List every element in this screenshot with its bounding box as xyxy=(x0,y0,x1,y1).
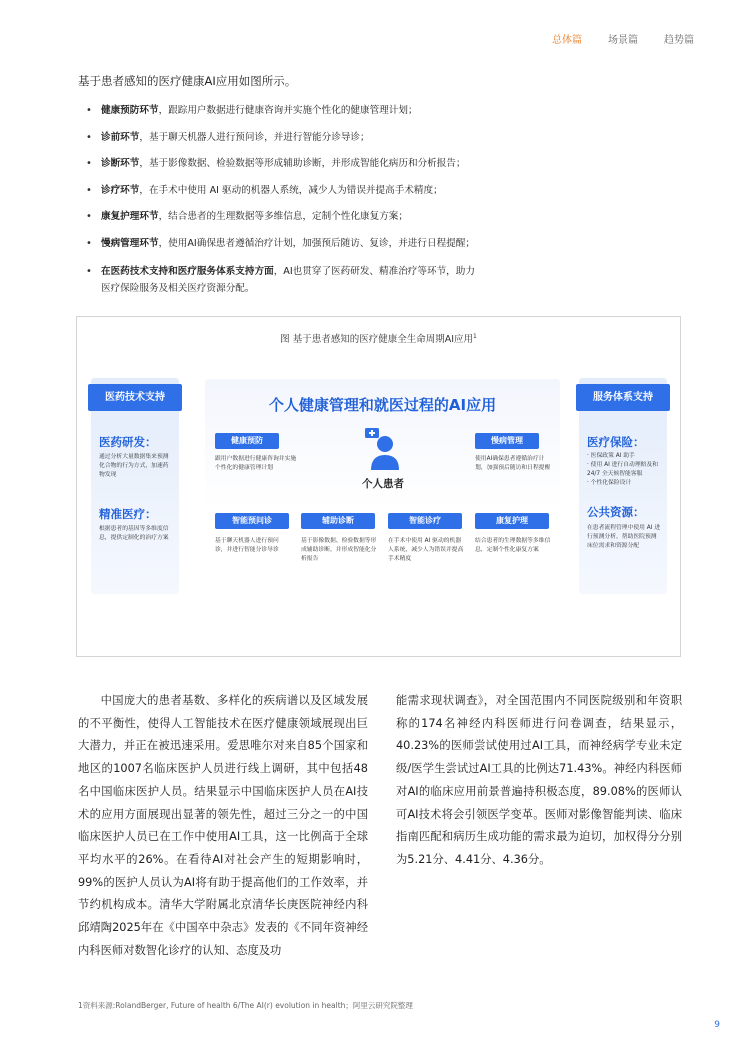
chip-description: 在手术中使用 AI 驱动的机器人系统，减少人为错误并提高手术精度 xyxy=(388,538,464,562)
panel-pharma-support xyxy=(91,378,179,594)
patient-label: 个人患者 xyxy=(362,478,404,490)
chip-rehab-care: 康复护理 xyxy=(475,513,549,529)
body-column-right: 能需求现状调查》，对全国范围内不同医院级别和年资职称的174名神经内科医师进行问卷调查，结果显示，40.23%的医师尝试使用过AI工具，而神经病学专业未定级/医学生尝试过AI工具的比例达71.43%。神经内科医师对AI的临床应用前景普遍持积极态度，89.08%的医师认可AI技术将会引领医学变革。医师对影像智能判读、临床指南匹配和病历生成功能的需求最为迫切，加权得分分别为5.21分、4.41分、4.36分。 xyxy=(396,694,682,866)
tab-scenarios[interactable]: 场景篇 xyxy=(608,35,638,46)
list-item: • 康复护理环节，结合患者的生理数据等多维信息，定制个性化康复方案； xyxy=(86,210,686,223)
section-text: 通过分析大量数据集来预测化合物的行为方式，加速药物发现 xyxy=(99,454,169,478)
patient-node xyxy=(345,428,421,498)
patient-icon xyxy=(363,428,403,472)
intro-paragraph: 基于患者感知的医疗健康AI应用如图所示。 xyxy=(78,74,297,88)
section-title: 精准医疗： xyxy=(99,507,157,521)
bullet-list xyxy=(86,104,686,297)
chip-description: 跟用户数据进行健康咨询并实施个性化的健康管理计划 xyxy=(215,456,297,471)
figure-box xyxy=(76,316,681,657)
list-item: • 诊断环节，基于影像数据、检验数据等形成辅助诊断，并形成智能化病历和分析报告； xyxy=(86,157,686,170)
panel-header: 医药技术支持 xyxy=(88,384,182,411)
chip-description: 基于影像数据、检验数据等形成辅助诊断，并形成智能化分析报告 xyxy=(301,538,377,562)
body-column-left: 中国庞大的患者基数、多样化的疾病谱以及区域发展的不平衡性，使得人工智能技术在医疗健康领域展现出巨大潜力，并正在被迅速采用。爱思唯尔对来自85个国家和地区的1007名临床医护人员进行线上调研，其中包括48名中国临床医护人员。结果显示中国临床医护人员在AI技术的应用方面展现出显著的领先性，超过三分之一的中国临床医护人员已在工作中使用AI工具，这一比例高于全球平均水平的26%。在看待AI对社会产生的短期影响时，99%的医护人员认为AI将有助于提高他们的工作效率，并节约机构成本。清华大学附属北京清华长庚医院神经内科邱靖陶2025年在《中国卒中杂志》发表的《不同年资神经内科医师对数智化诊疗的认知、态度及功 xyxy=(78,694,368,957)
chip-description: 结合患者的生理数据等多维信息，定制个性化康复方案 xyxy=(475,538,551,553)
tab-overview[interactable]: 总体篇 xyxy=(552,35,582,46)
list-item: • 在医药技术支持和医疗服务体系支持方面，AI也贯穿了医药研发、精准治疗等环节，助力 医疗保险服务及相关医疗资源分配。 xyxy=(86,263,686,297)
list-item: • 诊疗环节，在手术中使用 AI 驱动的机器人系统，减少人为错误并提高手术精度； xyxy=(86,184,686,197)
figure-caption: 图 基于患者感知的医疗健康全生命周期AI应用$^1$ xyxy=(280,332,477,345)
chip-smart-treatment: 智能诊疗 xyxy=(388,513,462,529)
diagram-title: 个人健康管理和就医过程的AI应用 xyxy=(268,396,497,414)
section-title: 公共资源： xyxy=(587,505,645,519)
list-item: • 诊前环节，基于聊天机器人进行预问诊，并进行智能分诊导诊； xyxy=(86,131,686,144)
list-item: • 慢病管理环节，使用AI确保患者遵循治疗计划，加强预后随访、复诊，并进行日程提醒； xyxy=(86,237,686,250)
panel-header: 服务体系支持 xyxy=(576,384,670,411)
section-title: 医疗保险： xyxy=(587,435,645,449)
chip-health-prevention: 健康预防 xyxy=(215,433,279,449)
section-text: 在患者流程管理中使用 AI 进行预测分析，帮助医院预测床位需求和资源分配 xyxy=(587,525,661,549)
tab-trends[interactable]: 趋势篇 xyxy=(664,35,694,46)
section-text: 根据患者的基因等多维度信息，提供定制化的治疗方案 xyxy=(99,526,169,541)
page-number: 9 xyxy=(714,1020,720,1030)
top-nav xyxy=(552,31,694,46)
panel-center xyxy=(205,379,560,594)
chip-assisted-diagnosis: 辅助诊断 xyxy=(301,513,375,529)
list-item: • 健康预防环节，跟踪用户数据进行健康咨询并实施个性化的健康管理计划； xyxy=(86,104,686,117)
panel-service-support xyxy=(579,378,667,594)
section-title: 医药研发： xyxy=(99,435,157,449)
chip-description: 使用AI确保患者遵循治疗计划，加强预后随访和日程提醒 xyxy=(475,456,551,471)
section-list: · 医保政策 AI 助手 · 使用 AI 进行自动理赔及和 24/7 全天候智能客服 · 个性化保险设计 xyxy=(587,453,659,486)
chip-description: 基于聊天机器人进行预问诊，并进行智能分诊导诊 xyxy=(215,538,279,553)
footnote: 1资料来源:RolandBerger, Future of health 6/The AI(r) evolution in health；阿里云研究院整理 xyxy=(78,1001,413,1010)
chip-pre-consultation: 智能预问诊 xyxy=(215,513,289,529)
chip-chronic-management: 慢病管理 xyxy=(475,433,539,449)
